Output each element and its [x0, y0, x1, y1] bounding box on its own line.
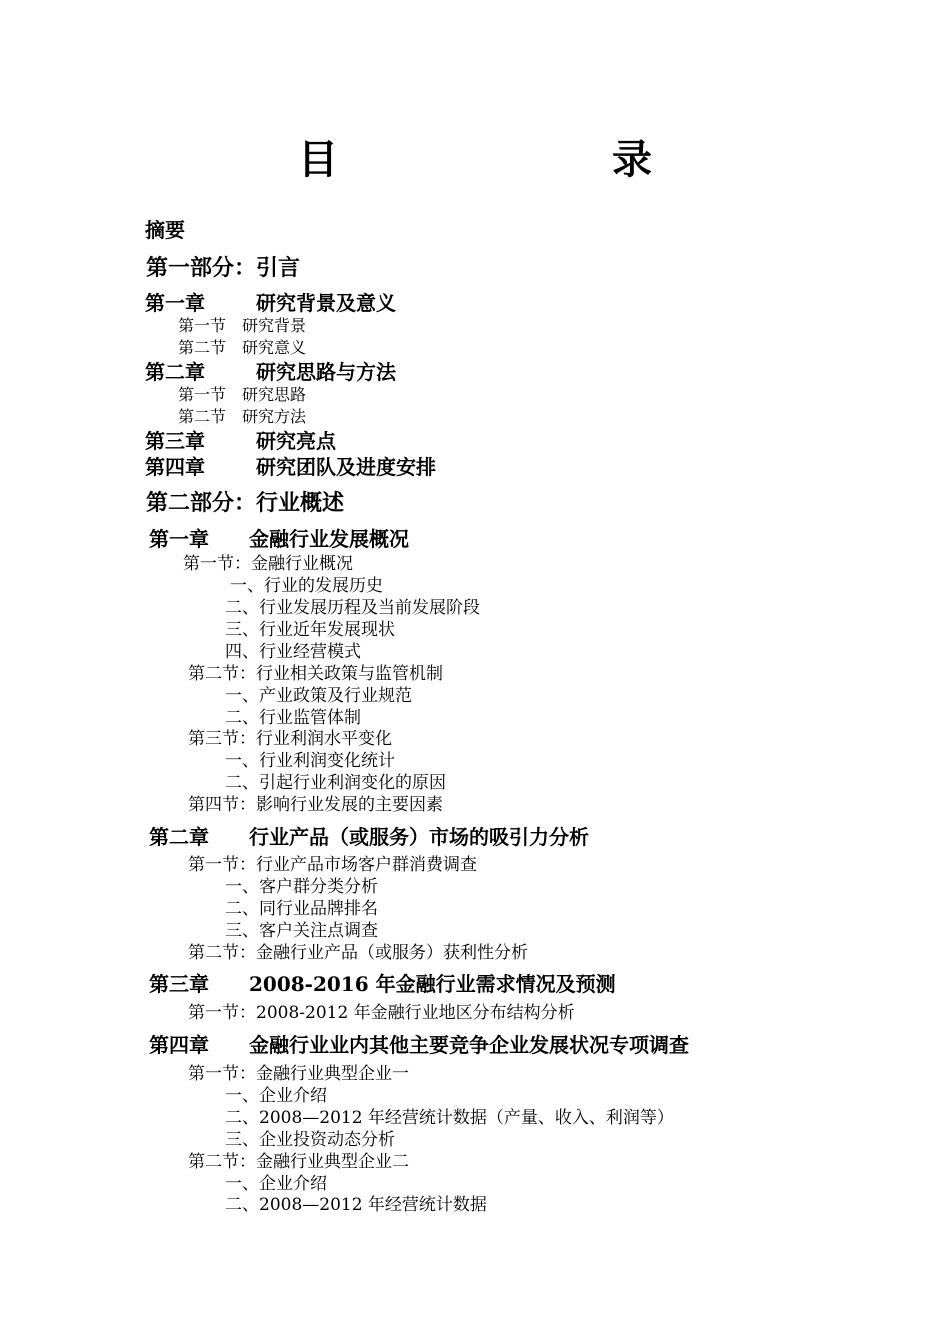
chapter-heading	[145, 425, 336, 454]
section-label: 第二节	[178, 407, 227, 426]
chapter-heading	[149, 821, 589, 850]
toc-entry: 二、行业发展历程及当前发展阶段	[225, 598, 480, 618]
section-label: 第二节	[178, 338, 227, 357]
toc-entry: 第二节：金融行业产品（或服务）获利性分析	[188, 943, 528, 963]
section-entry	[178, 313, 306, 336]
chapter-label: 第三章	[145, 429, 205, 453]
toc-entry: 第三节：行业利润水平变化	[188, 729, 392, 749]
toc-entry: 第二节：行业相关政策与监管机制	[188, 664, 443, 684]
chapter-heading	[149, 1029, 689, 1058]
toc-entry: 三、客户关注点调查	[225, 921, 378, 941]
chapter-heading	[149, 523, 409, 552]
toc-entry: 二、同行业品牌排名	[225, 899, 378, 919]
section-entry	[178, 335, 306, 358]
chapter-title: 行业产品（或服务）市场的吸引力分析	[249, 825, 589, 849]
toc-entry: 一、产业政策及行业规范	[225, 686, 412, 706]
section-title: 研究意义	[242, 338, 307, 357]
chapter-heading	[145, 287, 396, 316]
toc-entry: 第一节：金融行业概况	[183, 554, 353, 574]
toc-entry: 四、行业经营模式	[225, 642, 361, 662]
chapter-title: 2008-2016 年金融行业需求情况及预测	[249, 972, 616, 996]
page-title: 目 录	[298, 137, 782, 183]
chapter-label: 第一章	[145, 291, 205, 315]
part-heading: 第二部分：行业概述	[146, 490, 345, 516]
chapter-title: 金融行业发展概况	[249, 527, 409, 551]
toc-entry: 三、行业近年发展现状	[225, 620, 395, 640]
toc-entry: 第一节：2008-2012 年金融行业地区分布结构分析	[188, 1003, 575, 1023]
toc-entry: 第四节：影响行业发展的主要因素	[188, 795, 443, 815]
section-entry	[178, 404, 306, 427]
section-label: 第一节	[178, 385, 227, 404]
chapter-label: 第二章	[145, 360, 205, 384]
toc-entry: 一、行业的发展历史	[230, 576, 383, 596]
chapter-label: 第四章	[145, 455, 205, 479]
toc-entry: 二、2008—2012 年经营统计数据（产量、收入、利润等）	[225, 1108, 674, 1128]
chapter-label: 第二章	[149, 825, 209, 849]
toc-entry: 二、行业监管体制	[225, 708, 361, 728]
section-label: 第一节	[178, 316, 227, 335]
toc-entry: 一、企业介绍	[225, 1086, 327, 1106]
chapter-heading	[149, 968, 616, 997]
toc-entry: 二、2008—2012 年经营统计数据	[225, 1195, 487, 1215]
toc-entry: 二、引起行业利润变化的原因	[225, 773, 446, 793]
toc-entry: 一、行业利润变化统计	[225, 751, 395, 771]
toc-entry: 第一节：行业产品市场客户群消费调查	[188, 855, 477, 875]
section-title: 研究思路	[242, 385, 307, 404]
toc-entry: 第二节：金融行业典型企业二	[188, 1152, 409, 1172]
chapter-title: 研究团队及进度安排	[256, 455, 436, 479]
section-entry	[178, 382, 306, 405]
toc-entry: 一、企业介绍	[225, 1174, 327, 1194]
chapter-title: 研究背景及意义	[256, 291, 396, 315]
toc-entry: 一、客户群分类分析	[225, 877, 378, 897]
chapter-heading	[145, 356, 396, 385]
chapter-label: 第一章	[149, 527, 209, 551]
chapter-title: 研究亮点	[256, 429, 336, 453]
chapter-title: 金融行业业内其他主要竞争企业发展状况专项调查	[249, 1033, 689, 1057]
section-title: 研究背景	[242, 316, 307, 335]
part-heading: 第一部分：引言	[146, 255, 301, 281]
section-title: 研究方法	[242, 407, 307, 426]
toc-entry: 第一节：金融行业典型企业一	[188, 1064, 409, 1084]
chapter-title: 研究思路与方法	[256, 360, 396, 384]
toc-entry: 三、企业投资动态分析	[225, 1130, 395, 1150]
toc-abstract: 摘要	[145, 218, 185, 242]
chapter-label: 第四章	[149, 1033, 209, 1057]
chapter-label: 第三章	[149, 972, 209, 996]
chapter-heading	[145, 451, 436, 480]
